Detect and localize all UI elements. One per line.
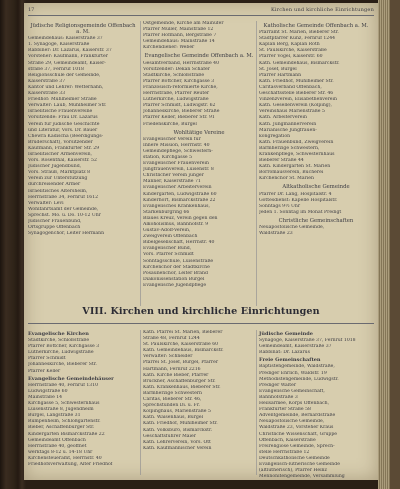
text-line: Alkoholismus, Bahnhofstr. 9 <box>143 222 209 227</box>
line-list <box>259 192 373 216</box>
text-line: Barmherzige Schwestern, <box>259 145 320 151</box>
text-line: Verwalter: Levi <box>28 200 64 206</box>
line-list <box>259 225 373 237</box>
text-line: Kath. Frauenbund, Zweigverein <box>259 139 334 145</box>
column-divider-2 <box>256 21 257 306</box>
text-line: Kath. Krankenhaus, Bieberer Str. <box>143 384 221 390</box>
text-line: Kath. Volksbüro, Bismarckstr. <box>143 427 213 433</box>
text-line: Kindergarten Bismarckstraße 22 <box>28 431 105 437</box>
text-line: Gottesdienst: Kapelle Hospitalstr. <box>259 197 338 203</box>
line-list <box>143 137 255 289</box>
text-line: Borromäusverein, Bücherei <box>259 170 324 176</box>
text-line: Pfarrer Böttcher, Kirchgasse 3 <box>28 344 100 350</box>
text-line: Methodistengemeinde, Ludwigstr. <box>259 376 339 382</box>
text-line: Kath. Friedhof, Mühlheimer Str. <box>259 78 334 84</box>
text-line: Kaiserstraße 33 <box>28 91 66 97</box>
text-line: Deutschkatholische Gemeinde <box>259 455 330 461</box>
text-line: Kaiserstraße 37 <box>28 78 66 84</box>
text-line: Israelitischer Armenverein, <box>28 151 93 157</box>
text-line: straße 37, Fernruf 1018 <box>28 66 84 72</box>
text-line: Evangelischer Arbeiterverein <box>143 185 212 191</box>
text-line: Pfarrer Hofmann, Bergstraße 7 <box>143 33 217 39</box>
text-line: Sprechst. Mo. u. Do. 10-12 Uhr <box>28 212 101 218</box>
text-line: Evangelisches Krankenhaus, <box>143 203 210 209</box>
text-line: Pfarrer Müller, Mainstraße 12 <box>143 27 214 33</box>
text-line: Sonntags 9½ Uhr <box>259 203 301 209</box>
text-line: (altlutherisch), Pfarrer Heinz <box>259 468 327 474</box>
text-line: Herrnstraße, Pfarrer Reuter <box>143 91 210 97</box>
line-list <box>143 21 255 51</box>
text-line: Religionsschule der Gemeinde, <box>28 72 101 78</box>
text-line: Johanneskirche, Bieberer Straße <box>143 109 220 115</box>
text-line: Chewra Kadischa (Beerdigungs- <box>28 133 104 139</box>
text-line: Kindergarten, Ludwigstraße 60 <box>143 191 217 197</box>
text-line: Pfarrer Keller <box>28 368 61 374</box>
page-number: 17 <box>28 7 35 13</box>
text-line: Verwalter: Schneider <box>143 354 193 360</box>
text-line: Vinzenzverein, Elisabethenverein <box>259 97 337 103</box>
text-line: Kolpinghaus, Marienstraße 5 <box>143 409 211 415</box>
section-heading: Jüdische Religionsgemeinde Offenbach a. M. <box>30 23 136 36</box>
text-line: Kath. Arbeiterverein <box>259 115 307 121</box>
text-line: Ostgemeinde, Kirche am Mainufer <box>143 21 224 26</box>
text-line: Bibelgesellschaft, Herrnstr. 40 <box>143 240 215 246</box>
text-line: station, Kirchgasse 5 <box>143 154 193 160</box>
text-line: Starkenburgring 66 <box>143 209 190 215</box>
line-list <box>28 383 138 468</box>
text-line: Bieber, Aschaffenburger Str. <box>28 425 95 431</box>
text-line: Pfarrer Schmidt <box>28 356 66 362</box>
text-line: Kath. Pfarrei St. Marien, Bieberer <box>143 330 223 335</box>
text-line: und Literatur, Vors. Dr. Bauer <box>28 127 98 133</box>
running-head-title: Kirchen und kirchliche Einrichtungen <box>270 7 374 13</box>
text-line: Adventgemeinde, Bernardstraße <box>259 413 336 419</box>
text-line: Kath. Kindergarten St. Marien <box>259 164 331 170</box>
text-line: Kath. Gesellenverein (Kolping), <box>259 103 332 109</box>
text-line: Kath. Kaufmännischer Verein <box>143 445 212 451</box>
text-line: Offenbach, Kaiserstraße <box>259 437 316 443</box>
text-line: Rabbinat: Dr. Lazarus <box>259 350 310 356</box>
text-line: St. Josef, Bürgel <box>259 66 297 72</box>
text-line: Neuapostolische Gemeinde, <box>259 225 325 230</box>
section-heading: Katholische Gemeinde Offenbach a. M. <box>263 23 369 29</box>
text-line: Stadtpfarrer Kunz, Fernruf 1244 <box>259 36 336 42</box>
text-line: Herrnstraße 34, Fernruf 1612 <box>28 194 99 200</box>
text-line: Pfarrer Vogel, Kaiserstr. 60 <box>259 54 323 60</box>
text-line: Christliche Wissenschaft, Gruppe <box>259 431 338 437</box>
text-line: Kath. Jungmännerverein <box>259 121 317 127</box>
column-1-bottom <box>28 330 138 468</box>
text-line: St. Paulskirche, Kaiserstraße <box>259 48 327 54</box>
column-divider-4 <box>256 330 257 475</box>
text-line: Pfarrei St. Josef, Bürgel, Pfarrer <box>143 360 219 366</box>
section-heading: Freie Gemeinschaften <box>259 357 321 364</box>
text-line: Jüdischer Jugendbund, <box>28 164 82 170</box>
text-line: Heilsarmee, Korps Offenbach, <box>259 401 330 407</box>
text-line: Lutherkirche, Ludwigstraße <box>143 97 209 103</box>
text-line: Vorsteher: Kaufmann, Frankfurter <box>28 54 108 60</box>
text-line: Evangelisch-lutherische Gemeinde <box>259 461 340 467</box>
text-line: Gesamtverband, Herrnstraße 40 <box>143 60 220 66</box>
section-heading: Altkatholische Gemeinde <box>282 184 350 191</box>
line-list <box>143 330 255 452</box>
text-line: Friedhofsverwaltung, Alter Friedhof <box>28 461 113 467</box>
text-line: Bieberer Straße 44 <box>259 158 304 164</box>
text-line: Pfarrer Dr. Lang, Hospitalstr. 4 <box>259 191 332 197</box>
text-line: durchreisender Armer <box>28 182 81 188</box>
text-line: Kirchenchor St. Marien <box>259 176 314 182</box>
heading-rule <box>28 323 374 324</box>
text-line: Israelitische Frauenvereine <box>28 109 93 115</box>
column-3-top <box>259 21 373 237</box>
text-line: Vors. Pfarrer Schmidt <box>143 252 194 258</box>
text-line: Französisch-reformierte Kirche, <box>143 84 218 90</box>
text-line: Synagogenchor, Leiter Hermann <box>28 231 105 237</box>
text-line: Gemeindepflege, Schwestern- <box>143 148 213 154</box>
text-line: 1. Synagoge, Kaiserstraße <box>28 42 90 48</box>
column-divider-3 <box>140 330 141 475</box>
text-line: Bahnhofstraße 3 <box>259 394 298 400</box>
text-line: Evangelischer Bund, <box>143 246 192 252</box>
text-line: Kath. Gemeindehaus, Bismarckstr. <box>143 348 224 354</box>
text-line: Mennonitengemeinde, Versammlung <box>259 474 345 480</box>
text-line: Jungfrauenverein, Luisenstr. 8 <box>143 167 214 173</box>
text-line: Gemeindehaus: Mainstraße 14 <box>143 39 215 45</box>
document-page <box>24 3 378 480</box>
text-line: Zweigverein Offenbach <box>143 234 198 240</box>
text-line: Gemeindehaus: Kaiserstraße 37 <box>28 36 103 42</box>
text-line: Gustav-Adolf-Verein, <box>143 228 191 234</box>
text-line: Blaues Kreuz, Verein gegen den <box>143 215 218 221</box>
text-line: Vors. Strauß, Marktplatz 8 <box>28 170 91 176</box>
text-line: Verein zur Unterstützung <box>28 176 88 182</box>
text-line: Geschäftsführer Maier <box>143 433 196 439</box>
text-line: Evangelische Gemeinschaft, <box>259 388 325 394</box>
text-line: Herrnstraße 40, geöffnet <box>28 443 87 449</box>
line-list <box>259 30 373 182</box>
text-line: stelle Herrnstraße 12 <box>259 449 310 455</box>
text-line: Ortsgruppe Offenbach <box>28 225 81 231</box>
book-cover-edge <box>390 0 400 489</box>
text-line: Marianische Jungfrauen- <box>259 127 317 133</box>
text-line: Lutherkirche, Ludwigstraße <box>28 350 94 356</box>
text-line: Kath. Kirche Bieber, Pfarrer <box>143 372 209 378</box>
line-list <box>28 36 138 237</box>
text-line: Brückner, Aschaffenburger Str. <box>143 378 216 384</box>
text-line: Evangelische Jugendpflege <box>143 282 207 288</box>
text-line: Friedenskirche, Bürgel <box>143 121 197 127</box>
text-line: Gemeindeamt, Kaiserstraße 37 <box>259 344 332 350</box>
text-line: Kath. Waisenhaus, Bürgel <box>143 415 204 421</box>
running-header <box>28 7 374 16</box>
text-line: Frankfurter Straße 58 <box>259 407 311 413</box>
text-line: Diakonissenstation Bürgel <box>143 276 205 282</box>
text-line: Kath. Lehrerverein, Vors. Ott <box>143 439 211 445</box>
text-line: Kirchensteueramt, Herrnstr. 40 <box>28 455 102 461</box>
text-line: Posaunenchor, Leiter Brand <box>143 270 208 276</box>
text-line: Waldstraße 23 <box>259 231 293 237</box>
text-line: Geschäftsstelle Bieberer Str. 46 <box>259 91 334 97</box>
text-line: Barmherzige Schwestern <box>143 390 202 396</box>
text-line: Jeden 1. Sonntag im Monat Predigt <box>259 209 342 215</box>
text-line: Pfarrer Böttcher, Kirchgasse 3 <box>143 78 215 84</box>
section-heading: Jüdische Gemeinde <box>259 331 313 337</box>
line-list <box>28 338 138 375</box>
text-line: Freireligiöse Gemeinde, Sprech- <box>259 443 335 449</box>
line-list <box>259 364 373 480</box>
text-line: Vorsitzende: Frau Dr. Lazarus <box>28 115 98 121</box>
text-line: Vorsitzender: Dekan Schäfer <box>143 66 210 72</box>
text-line: Kaplan Berg, Kaplan Roth <box>259 42 320 48</box>
text-line: Hartmann, Fernruf 2216 <box>143 366 201 372</box>
text-line: Rumpenheim, Schloßgartenstr. <box>28 419 101 425</box>
text-line: Kath. Gemeindehaus, Bismarckstr. <box>259 60 340 66</box>
text-line: Caritasverband Offenbach, <box>259 84 322 90</box>
column-2-bottom <box>143 330 255 452</box>
text-line: Pfarrer Schmidt, Ludwigstr. 62 <box>143 103 216 109</box>
text-line: Pfarrer Keller, Bieberer Str. 91 <box>143 115 215 121</box>
text-line: Wohlfahrtsamt der Gemeinde, <box>28 206 99 212</box>
text-line: Krankenpflege, Schwesternhaus <box>259 151 335 157</box>
text-line: Rabbiner: Dr. Lazarus, Kaiserstr. 37 <box>28 48 112 54</box>
text-line: Friedhof: Mühlheimer Straße <box>28 97 97 103</box>
text-line: Bruderschaft), Vorsitzender <box>28 139 93 145</box>
text-line: Stadtkirche, Schloßstraße <box>143 72 205 78</box>
text-line: werktags 8-12 u. 14-18 Uhr <box>28 449 93 455</box>
text-line: Kirchendiener: Weber <box>143 45 195 51</box>
section-heading: Christliche Gemeinschaften <box>278 217 354 224</box>
text-line: Stadtkirche, Schloßstraße <box>28 338 90 344</box>
text-line: Innere Mission, Herrnstr. 40 <box>143 142 210 148</box>
text-line: Straße 48, Fernruf 1244 <box>143 336 200 342</box>
text-line: Luisenstraße 8, Jugendheim <box>28 407 94 413</box>
column-2-top <box>143 21 255 289</box>
text-line: Verein für jüdische Geschichte <box>28 121 100 127</box>
text-line: Baptistengemeinde, Waldstraße, <box>259 364 335 370</box>
text-line: Kath. Friedhof, Mühlheimer Str. <box>143 421 218 427</box>
text-line: Prediger Ehrlich, Waldstr. 19 <box>259 370 327 376</box>
text-line: Christlicher Verein junger <box>143 173 204 179</box>
text-line: Verwalter: Laub, Mühlheimer Str. <box>28 103 107 109</box>
text-line: Vereinshaus Marienstraße 5 <box>259 109 325 115</box>
text-line: Männer, Kaiserstraße 71 <box>143 179 201 185</box>
column-3-bottom <box>259 330 373 480</box>
text-line: Pfarramt St. Marien, Bieberer Str. <box>259 30 339 36</box>
text-line: Evangelischer Frauenverein <box>143 161 209 167</box>
section-heading: Evangelische Gemeindehäuser <box>28 375 114 382</box>
text-line: Ludwigstraße 60 <box>28 388 68 394</box>
text-line: Kinderhort, Bismarckstraße 22 <box>143 197 216 203</box>
text-line: Kaufmann, Frankfurter Str. 29 <box>28 145 100 151</box>
text-line: Sonntagsschule, Luisenstraße <box>143 258 214 264</box>
text-line: Pfarrer Hartmann <box>259 72 302 78</box>
text-line: Jüdischer Frauenbund, <box>28 219 82 224</box>
line-list <box>143 61 255 128</box>
text-line: Gemeindeamt Offenbach <box>28 437 86 443</box>
main-heading: VIII. Kirchen und kirchliche Einrichtungen <box>82 306 320 317</box>
text-line: Johanneskirche, Bieberer Str. <box>28 362 97 368</box>
text-line: Straße 29, Gemeindeamt, Kaiser- <box>28 60 106 66</box>
text-line: St. Paulskirche, Kaiserstraße 60 <box>143 342 219 348</box>
text-line: Mainstraße 14 <box>28 394 63 400</box>
section-heading: Wohltätige Vereine <box>173 129 225 136</box>
column-divider-1 <box>140 21 141 306</box>
text-line: Evangelischer Verein für <box>143 136 201 142</box>
text-line: kongregation <box>259 133 291 139</box>
text-line: Herrnstraße 40, Fernruf 1310 <box>28 382 99 388</box>
section-heading: Evangelische Kirchen <box>28 331 89 337</box>
text-line: Neuapostolische Gemeinde, <box>259 419 325 425</box>
text-line: Bürgel, Langstraße 31 <box>28 413 81 419</box>
line-list <box>259 338 373 356</box>
text-line: Sprechstunden Di. u. Fr. <box>143 403 201 409</box>
text-line: Israelitisches Altersheim, <box>28 188 88 194</box>
column-1-top <box>28 21 138 237</box>
text-line: Vors. Rosenthal, Kaiserstr. 52 <box>28 158 97 164</box>
section-heading: Evangelische Gemeinde Offenbach a. M. <box>144 53 254 60</box>
text-line: Waldstraße 23, Vorsteher Kraus <box>259 425 334 431</box>
text-line: Caritas, Bieberer Str. 46, <box>143 397 202 403</box>
text-line: Prediger Walter <box>259 382 297 388</box>
text-line: Kantor und Lehrer: Wetterhahn, <box>28 84 104 90</box>
text-line: Synagoge, Kaiserstraße 37, Fernruf 1018 <box>259 338 356 344</box>
text-line: Kirchenchor der Stadtkirche <box>143 264 210 270</box>
text-line: Kirchgasse 5, Schwesternhaus <box>28 401 100 407</box>
